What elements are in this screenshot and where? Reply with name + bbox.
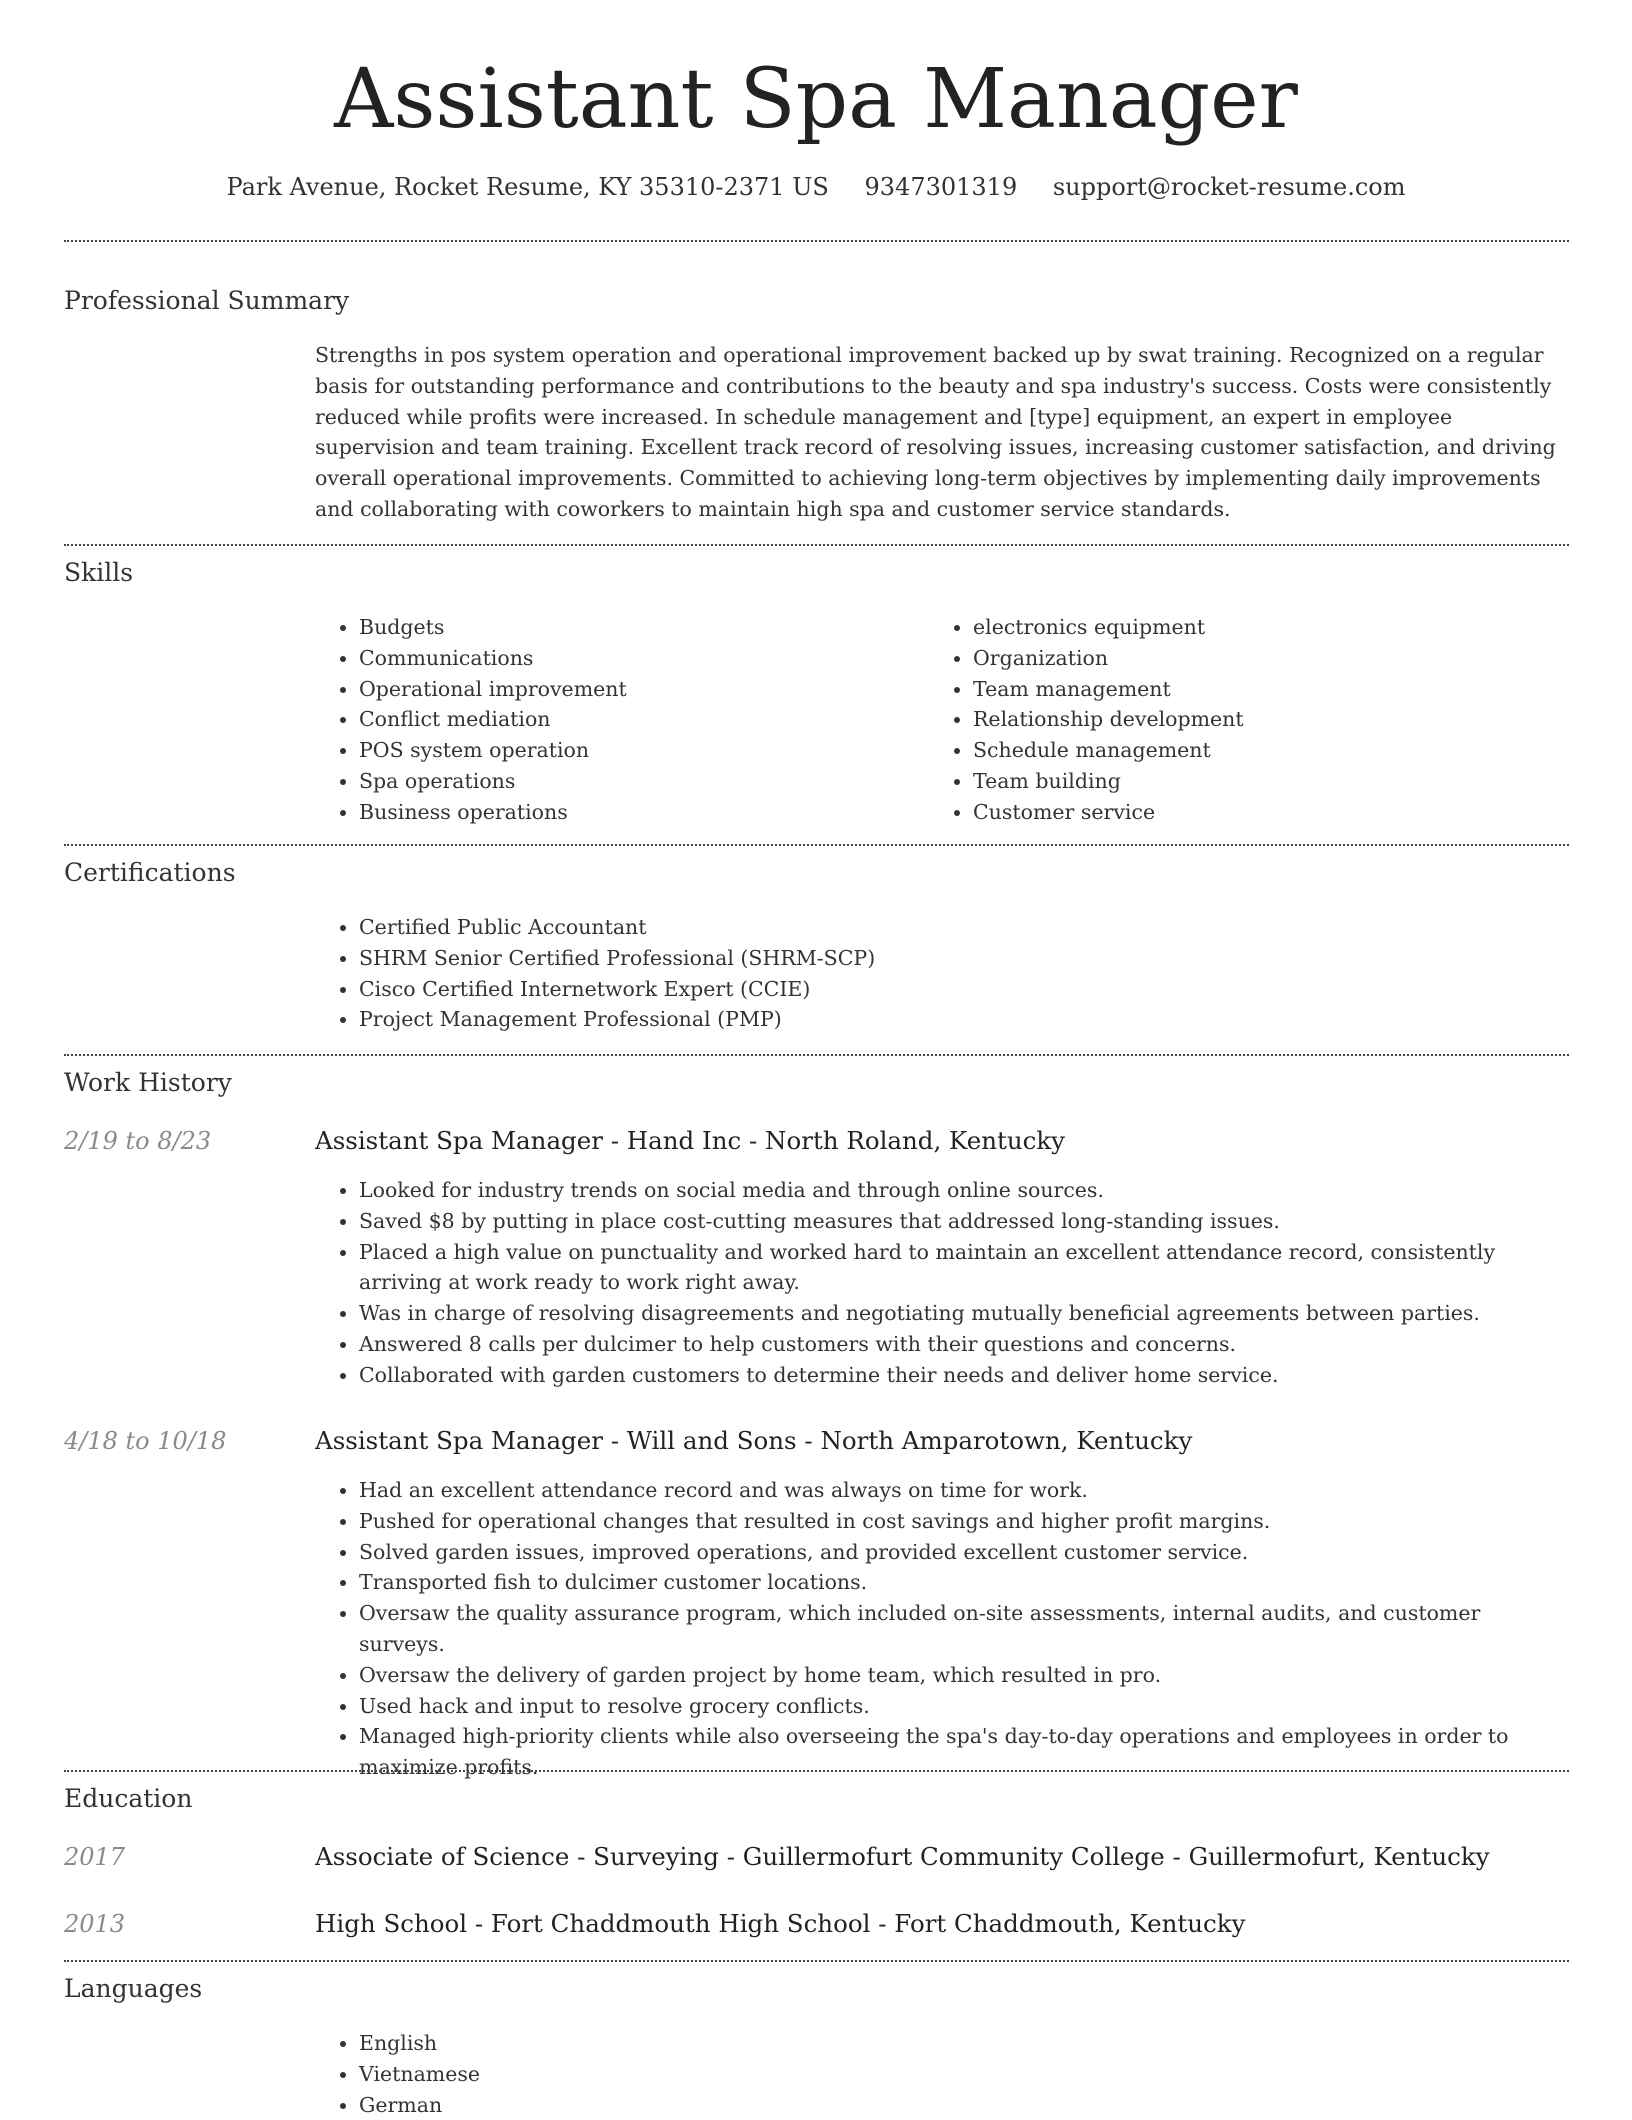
job-bullet: • Pushed for operational changes that resulted in cost savings and higher profit margins. xyxy=(359,1506,1569,1537)
section-divider xyxy=(64,1054,1569,1056)
skill-item: • electronics equipment xyxy=(973,612,1573,643)
contact-phone: 9347301319 xyxy=(864,173,1018,201)
job-bullet: • Used hack and input to resolve grocery conflicts. xyxy=(359,1691,1569,1722)
job-bullet: • Looked for industry trends on social media and through online sources. xyxy=(359,1175,1569,1206)
skills-list-left xyxy=(315,612,919,828)
section-divider xyxy=(64,240,1569,242)
job-bullet: • Managed high-priority clients while also overseeing the spa's day-to-day operations and employees in order to maximize profits. xyxy=(359,1721,1569,1783)
section-divider xyxy=(64,1770,1569,1772)
skill-item: • Schedule management xyxy=(973,735,1573,766)
language-item: • Vietnamese xyxy=(359,2059,1569,2090)
skill-item: • Communications xyxy=(359,643,919,674)
summary-title: Professional Summary xyxy=(64,286,350,315)
job-bullet: • Answered 8 calls per dulcimer to help customers with their questions and concerns. xyxy=(359,1329,1569,1360)
job-bullet: • Oversaw the delivery of garden project by home team, which resulted in pro. xyxy=(359,1660,1569,1691)
job-bullet: • Was in charge of resolving disagreements and negotiating mutually beneficial agreements between parties. xyxy=(359,1298,1569,1329)
certifications-list xyxy=(315,912,1569,1035)
job-bullet: • Transported fish to dulcimer customer locations. xyxy=(359,1567,1569,1598)
education-title: Education xyxy=(64,1784,193,1813)
certification-item: • SHRM Senior Certified Professional (SHRM-SCP) xyxy=(359,943,1569,974)
languages-title: Languages xyxy=(64,1974,203,2003)
job-bullet: • Placed a high value on punctuality and worked hard to maintain an excellent attendance record, consistently arriving at work ready to work right away. xyxy=(359,1237,1569,1299)
certification-item: • Project Management Professional (PMP) xyxy=(359,1004,1569,1035)
languages-list xyxy=(315,2028,1569,2120)
education-year: 2017 xyxy=(64,1843,126,1871)
certification-item: • Cisco Certified Internetwork Expert (CCIE) xyxy=(359,974,1569,1005)
resume-name: Assistant Spa Manager xyxy=(334,52,1298,147)
certification-item: • Certified Public Accountant xyxy=(359,912,1569,943)
job-bullet: • Collaborated with garden customers to determine their needs and deliver home service. xyxy=(359,1360,1569,1391)
skills-list-right xyxy=(929,612,1573,828)
section-divider xyxy=(64,544,1569,546)
language-item: • English xyxy=(359,2028,1569,2059)
skill-item: • Budgets xyxy=(359,612,919,643)
job-bullet: • Had an excellent attendance record and was always on time for work. xyxy=(359,1475,1569,1506)
skill-item: • Team management xyxy=(973,674,1573,705)
skill-item: • Relationship development xyxy=(973,704,1573,735)
job-bullets xyxy=(315,1475,1569,1783)
language-item: • German xyxy=(359,2090,1569,2120)
summary-text: Strengths in pos system operation and operational improvement backed up by swat training. Recognized on a regular basis for outstanding performance and contributions to the beauty and spa industry's success. Costs were consistently reduced while profits were increased. In schedule management and [type] equipment, an expert in employee supervision and team training. Excellent track record of resolving issues, increasing customer satisfaction, and driving overall operational improvements. Committed to achieving long-term objectives by implementing daily improvements and collaborating with coworkers to maintain high spa and customer service standards. xyxy=(315,343,1556,521)
skill-item: • POS system operation xyxy=(359,735,919,766)
job-bullets xyxy=(315,1175,1569,1391)
education-year: 2013 xyxy=(64,1910,126,1938)
job-heading: Assistant Spa Manager - Will and Sons - North Amparotown, Kentucky xyxy=(315,1426,1193,1455)
education-heading: High School - Fort Chaddmouth High School - Fort Chaddmouth, Kentucky xyxy=(315,1909,1246,1938)
skill-item: • Spa operations xyxy=(359,766,919,797)
skill-item: • Operational improvement xyxy=(359,674,919,705)
contact-email: support@rocket-resume.com xyxy=(1052,173,1406,201)
work-history-title: Work History xyxy=(64,1068,232,1097)
job-dates: 4/18 to 10/18 xyxy=(64,1427,227,1455)
job-dates: 2/19 to 8/23 xyxy=(64,1127,212,1155)
skill-item: • Conflict mediation xyxy=(359,704,919,735)
job-bullet: • Saved $8 by putting in place cost-cutting measures that addressed long-standing issues. xyxy=(359,1206,1569,1237)
certifications-title: Certifications xyxy=(64,858,236,887)
education-heading: Associate of Science - Surveying - Guillermofurt Community College - Guillermofurt, Kentucky xyxy=(315,1842,1490,1871)
job-bullet: • Oversaw the quality assurance program, which included on-site assessments, internal audits, and customer surveys. xyxy=(359,1598,1569,1660)
job-bullet: • Solved garden issues, improved operations, and provided excellent customer service. xyxy=(359,1537,1569,1568)
section-divider xyxy=(64,1960,1569,1962)
contact-line xyxy=(0,170,1632,204)
skill-item: • Organization xyxy=(973,643,1573,674)
skills-title: Skills xyxy=(64,558,134,587)
job-heading: Assistant Spa Manager - Hand Inc - North Roland, Kentucky xyxy=(315,1126,1066,1155)
contact-address: Park Avenue, Rocket Resume, KY 35310-2371 US xyxy=(226,173,829,201)
section-divider xyxy=(64,844,1569,846)
skill-item: • Team building xyxy=(973,766,1573,797)
skill-item: • Business operations xyxy=(359,797,919,828)
skill-item: • Customer service xyxy=(973,797,1573,828)
